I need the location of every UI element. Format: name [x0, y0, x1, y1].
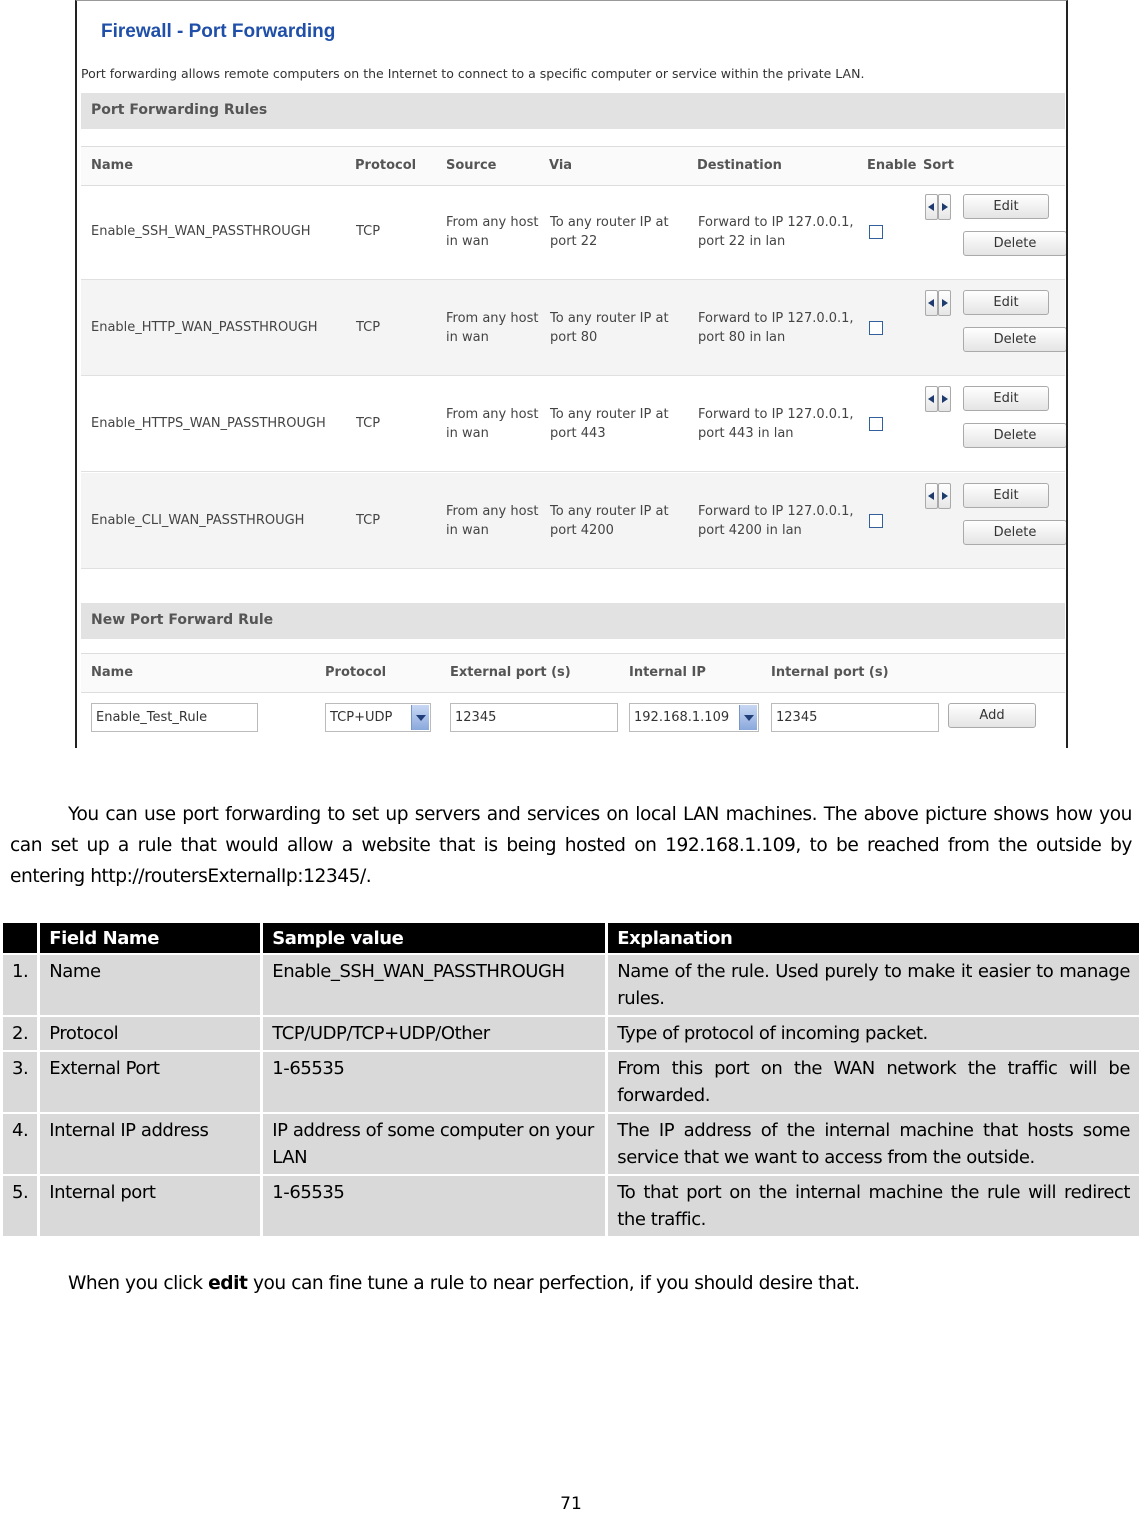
rules-section-header: Port Forwarding Rules [81, 93, 1065, 129]
rule-destination: Forward to IP 127.0.0.1, port 443 in lan [698, 407, 854, 441]
delete-button[interactable]: Delete [963, 231, 1067, 256]
rule-protocol: TCP [356, 513, 381, 528]
delete-button[interactable]: Delete [963, 327, 1067, 352]
col-internal-port: Internal port (s) [771, 665, 889, 680]
new-rule-internal-ip-select[interactable]: 192.168.1.109 [629, 703, 759, 732]
sample-value: 1-65535 [263, 1052, 605, 1112]
new-rule-external-port-input[interactable]: 12345 [450, 703, 618, 732]
edit-button[interactable]: Edit [963, 483, 1049, 508]
col-external-port: External port (s) [450, 665, 571, 680]
enable-checkbox[interactable] [869, 514, 883, 528]
rule-row [81, 280, 1065, 376]
new-rule-protocol-select[interactable]: TCP+UDP [325, 703, 431, 732]
move-down-icon[interactable] [938, 194, 951, 220]
new-rule-internal-port-input[interactable]: 12345 [771, 703, 939, 732]
table-row [3, 1176, 1139, 1236]
explanation: Name of the rule. Used purely to make it easier to manage rules. [608, 955, 1139, 1015]
closing-paragraph: When you click edit you can fine tune a rule to near perfection, if you should desire that. [68, 1273, 860, 1294]
col-protocol: Protocol [325, 665, 387, 680]
sample-value: Enable_SSH_WAN_PASSTHROUGH [263, 955, 605, 1015]
chevron-down-icon [739, 705, 757, 730]
table-row [3, 1052, 1139, 1112]
rule-via: To any router IP at port 443 [550, 407, 669, 441]
field-name: Name [40, 955, 260, 1015]
rule-destination: Forward to IP 127.0.0.1, port 80 in lan [698, 311, 854, 345]
rule-row [81, 184, 1065, 280]
sort-arrows [925, 194, 951, 220]
col-sort: Sort [923, 158, 954, 173]
edit-button[interactable]: Edit [963, 386, 1049, 411]
rule-protocol: TCP [356, 320, 381, 335]
row-number: 1. [3, 955, 37, 1015]
rule-name: Enable_HTTPS_WAN_PASSTHROUGH [91, 416, 326, 431]
table-row [3, 1114, 1139, 1174]
sample-value: 1-65535 [263, 1176, 605, 1236]
sort-arrows [925, 483, 951, 509]
port-forwarding-screenshot [75, 0, 1068, 748]
enable-checkbox[interactable] [869, 225, 883, 239]
rule-name: Enable_HTTP_WAN_PASSTHROUGH [91, 320, 318, 335]
rule-row [81, 473, 1065, 569]
page-description: Port forwarding allows remote computers on the Internet to connect to a specific computer or service within the private LAN. [81, 66, 865, 81]
row-number: 4. [3, 1114, 37, 1174]
move-up-icon[interactable] [925, 386, 938, 412]
chevron-down-icon [411, 705, 429, 730]
new-rule-section-header: New Port Forward Rule [81, 603, 1065, 639]
rule-name: Enable_SSH_WAN_PASSTHROUGH [91, 224, 311, 239]
rule-source: From any host in wan [446, 407, 539, 441]
enable-checkbox[interactable] [869, 417, 883, 431]
header-num [3, 923, 37, 953]
enable-checkbox[interactable] [869, 321, 883, 335]
rule-via: To any router IP at port 80 [550, 311, 669, 345]
new-rule-table-header [81, 653, 1065, 693]
row-number: 5. [3, 1176, 37, 1236]
edit-button[interactable]: Edit [963, 290, 1049, 315]
rule-via: To any router IP at port 4200 [550, 504, 669, 538]
field-name: Internal port [40, 1176, 260, 1236]
delete-button[interactable]: Delete [963, 520, 1067, 545]
rule-name: Enable_CLI_WAN_PASSTHROUGH [91, 513, 305, 528]
intro-paragraph: You can use port forwarding to set up servers and services on local LAN machines. The above picture shows how you can set up a rule that would allow a website that is being hosted on 192.168.1.109, to be reached from the outside by entering http://routersExternalIp:12345/. [10, 804, 1132, 887]
page-title: Firewall - Port Forwarding [101, 21, 336, 42]
table-row [3, 1017, 1139, 1050]
field-name: External Port [40, 1052, 260, 1112]
row-number: 2. [3, 1017, 37, 1050]
rule-row [81, 376, 1065, 472]
rule-protocol: TCP [356, 416, 381, 431]
rule-source: From any host in wan [446, 311, 539, 345]
field-name: Internal IP address [40, 1114, 260, 1174]
header-explanation: Explanation [608, 923, 1139, 953]
rule-source: From any host in wan [446, 504, 539, 538]
col-internal-ip: Internal IP [629, 665, 706, 680]
move-down-icon[interactable] [938, 483, 951, 509]
explanation: From this port on the WAN network the traffic will be forwarded. [608, 1052, 1139, 1112]
rule-via: To any router IP at port 22 [550, 215, 669, 249]
field-name: Protocol [40, 1017, 260, 1050]
delete-button[interactable]: Delete [963, 423, 1067, 448]
col-name: Name [91, 158, 134, 173]
sample-value: TCP/UDP/TCP+UDP/Other [263, 1017, 605, 1050]
page-number: 71 [560, 1494, 582, 1514]
col-via: Via [549, 158, 573, 173]
move-down-icon[interactable] [938, 290, 951, 316]
rule-source: From any host in wan [446, 215, 539, 249]
edit-keyword: edit [208, 1273, 248, 1294]
row-number: 3. [3, 1052, 37, 1112]
new-rule-name-input[interactable]: Enable_Test_Rule [91, 703, 258, 732]
explanation: To that port on the internal machine the rule will redirect the traffic. [608, 1176, 1139, 1236]
move-up-icon[interactable] [925, 194, 938, 220]
header-sample-value: Sample value [263, 923, 605, 953]
col-enable: Enable [867, 158, 917, 173]
table-header-row [3, 923, 1139, 953]
move-down-icon[interactable] [938, 386, 951, 412]
sort-arrows [925, 386, 951, 412]
sample-value: IP address of some computer on your LAN [263, 1114, 605, 1174]
col-destination: Destination [697, 158, 782, 173]
field-table [0, 921, 1142, 1238]
move-up-icon[interactable] [925, 483, 938, 509]
explanation: Type of protocol of incoming packet. [608, 1017, 1139, 1050]
rule-destination: Forward to IP 127.0.0.1, port 22 in lan [698, 215, 854, 249]
rule-protocol: TCP [356, 224, 381, 239]
table-row [3, 955, 1139, 1015]
add-button[interactable]: Add [948, 703, 1036, 728]
col-protocol: Protocol [355, 158, 417, 173]
rule-destination: Forward to IP 127.0.0.1, port 4200 in lan [698, 504, 854, 538]
col-source: Source [446, 158, 497, 173]
col-name: Name [91, 665, 134, 680]
sort-arrows [925, 290, 951, 316]
rules-table-header [81, 146, 1065, 186]
header-field-name: Field Name [40, 923, 260, 953]
move-up-icon[interactable] [925, 290, 938, 316]
explanation: The IP address of the internal machine that hosts some service that we want to access from the outside. [608, 1114, 1139, 1174]
edit-button[interactable]: Edit [963, 194, 1049, 219]
